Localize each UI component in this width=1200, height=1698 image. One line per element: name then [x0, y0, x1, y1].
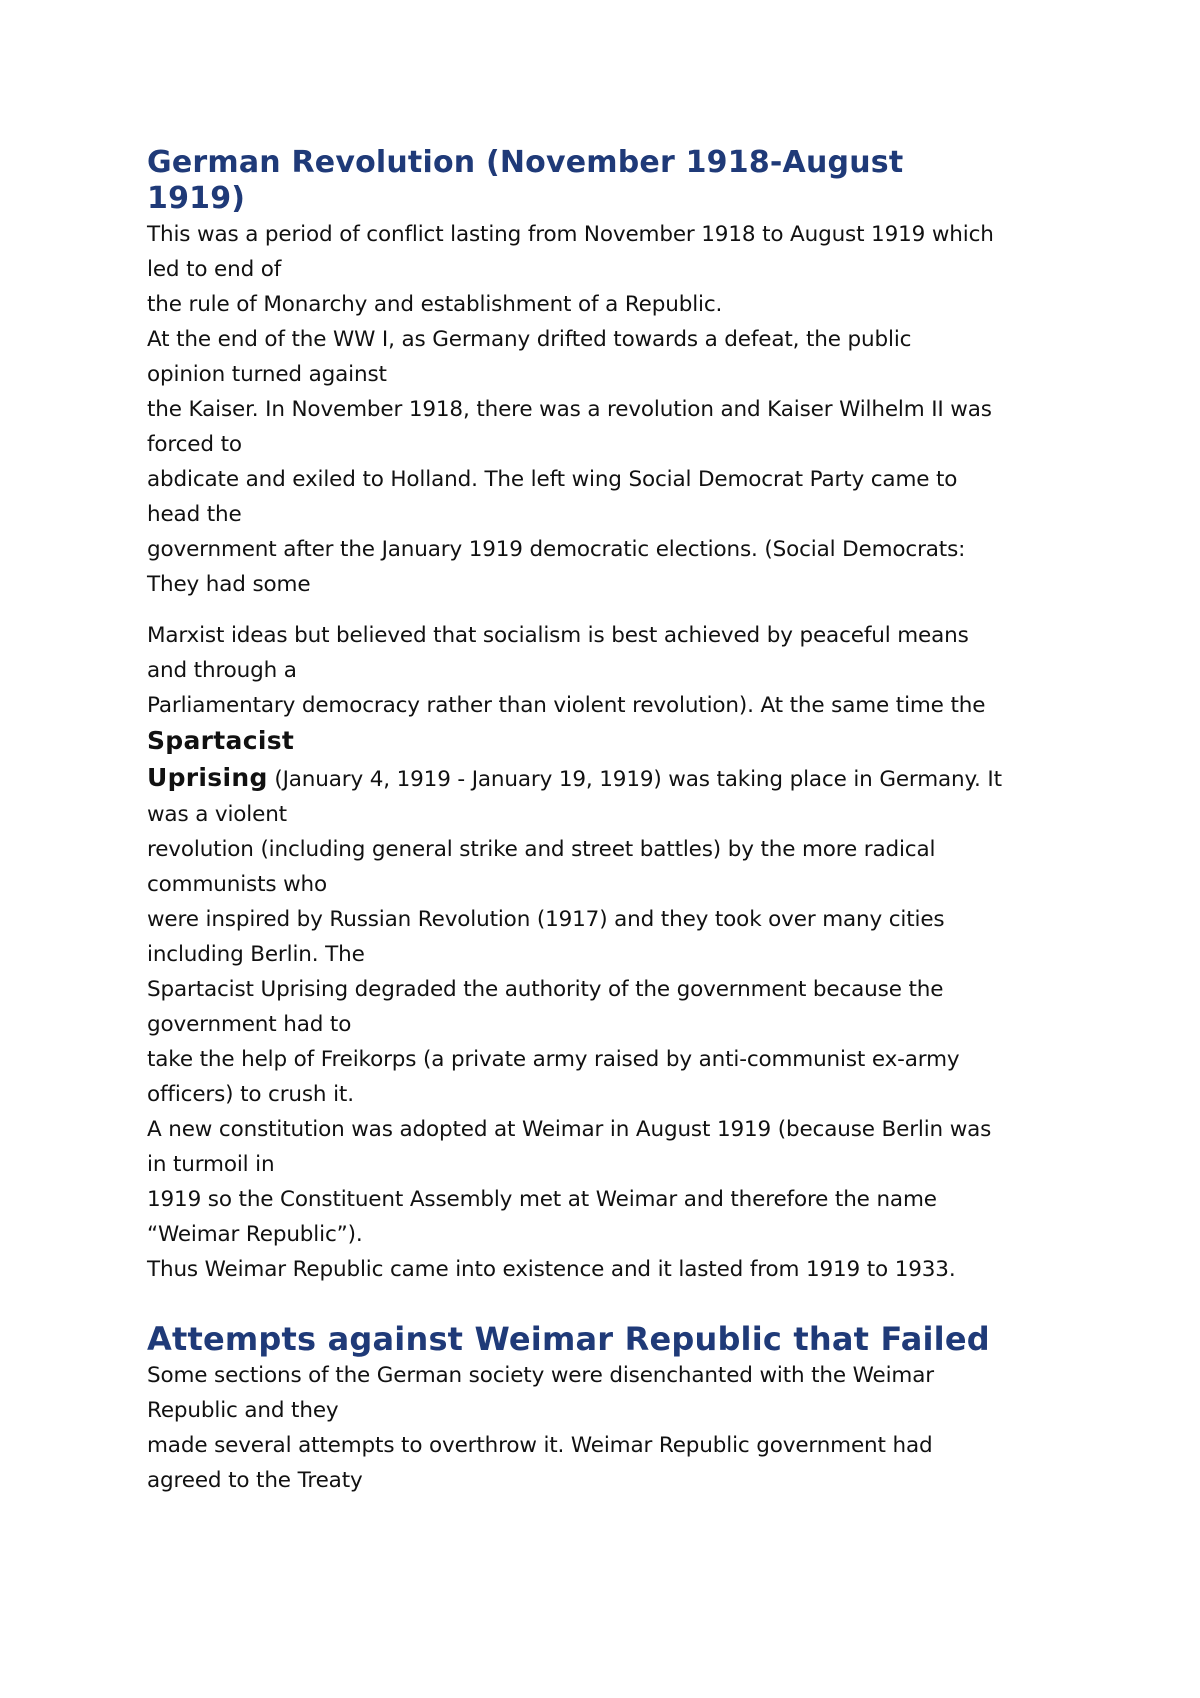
uprising-bold-label: Uprising	[147, 763, 268, 792]
heading-german-revolution	[147, 145, 1077, 217]
text-line: take the help of Freikorps (a private army raised by anti-communist ex-army	[147, 1047, 960, 1072]
paragraph-attempts	[147, 1358, 1077, 1498]
text-line: in turmoil in	[147, 1152, 275, 1177]
text-line: Marxist ideas but believed that socialism is best achieved by peaceful means	[147, 623, 969, 648]
text-line: A new constitution was adopted at Weimar in August 1919 (because Berlin was	[147, 1117, 992, 1142]
text-line	[147, 723, 1077, 760]
text-line: and through a	[147, 658, 297, 683]
text-line: Thus Weimar Republic came into existence and it lasted from 1919 to 1933.	[147, 1257, 956, 1282]
heading-line: German Revolution (November 1918-August	[147, 145, 904, 180]
paragraph-social-democrats	[147, 618, 1077, 1287]
document-body	[147, 145, 1077, 1498]
uprising-dates-text: (January 4, 1919 - January 19, 1919) was taking place in Germany. It	[267, 767, 1002, 792]
text-line: 1919 so the Constituent Assembly met at Weimar and therefore the name	[147, 1187, 937, 1212]
text-line: the Kaiser. In November 1918, there was a revolution and Kaiser Wilhelm II was	[147, 397, 992, 422]
text-line: was a violent	[147, 802, 287, 827]
text-line: Parliamentary democracy rather than violent revolution). At the same time the	[147, 693, 986, 718]
text-line	[147, 760, 1077, 797]
heading-attempts-against-weimar: Attempts against Weimar Republic that Failed	[147, 1320, 990, 1358]
text-line: Spartacist Uprising degraded the authority of the government because the	[147, 977, 944, 1002]
spartacist-bold-label: Spartacist	[147, 726, 295, 755]
text-line: head the	[147, 502, 242, 527]
text-line: were inspired by Russian Revolution (1917) and they took over many cities	[147, 907, 945, 932]
text-line: forced to	[147, 432, 242, 457]
paragraph-revolution	[147, 217, 1077, 602]
text-line: including Berlin. The	[147, 942, 365, 967]
text-line: agreed to the Treaty	[147, 1468, 363, 1493]
text-line: made several attempts to overthrow it. Weimar Republic government had	[147, 1433, 933, 1458]
text-line: communists who	[147, 872, 328, 897]
text-line: government after the January 1919 democratic elections. (Social Democrats:	[147, 537, 966, 562]
text-line: led to end of	[147, 257, 282, 282]
text-line: “Weimar Republic”).	[147, 1222, 363, 1247]
text-line: officers) to crush it.	[147, 1082, 354, 1107]
heading-line: 1919)	[147, 181, 246, 216]
text-line: Republic and they	[147, 1398, 339, 1423]
text-line: At the end of the WW I, as Germany drifted towards a defeat, the public	[147, 327, 912, 352]
text-line: abdicate and exiled to Holland. The left wing Social Democrat Party came to	[147, 467, 958, 492]
text-line: revolution (including general strike and street battles) by the more radical	[147, 837, 936, 862]
text-line: This was a period of conflict lasting from November 1918 to August 1919 which	[147, 222, 994, 247]
text-line: opinion turned against	[147, 362, 387, 387]
text-line: the rule of Monarchy and establishment of a Republic.	[147, 292, 723, 317]
text-line: government had to	[147, 1012, 352, 1037]
text-line: They had some	[147, 572, 311, 597]
text-line: Some sections of the German society were disenchanted with the Weimar	[147, 1363, 934, 1388]
